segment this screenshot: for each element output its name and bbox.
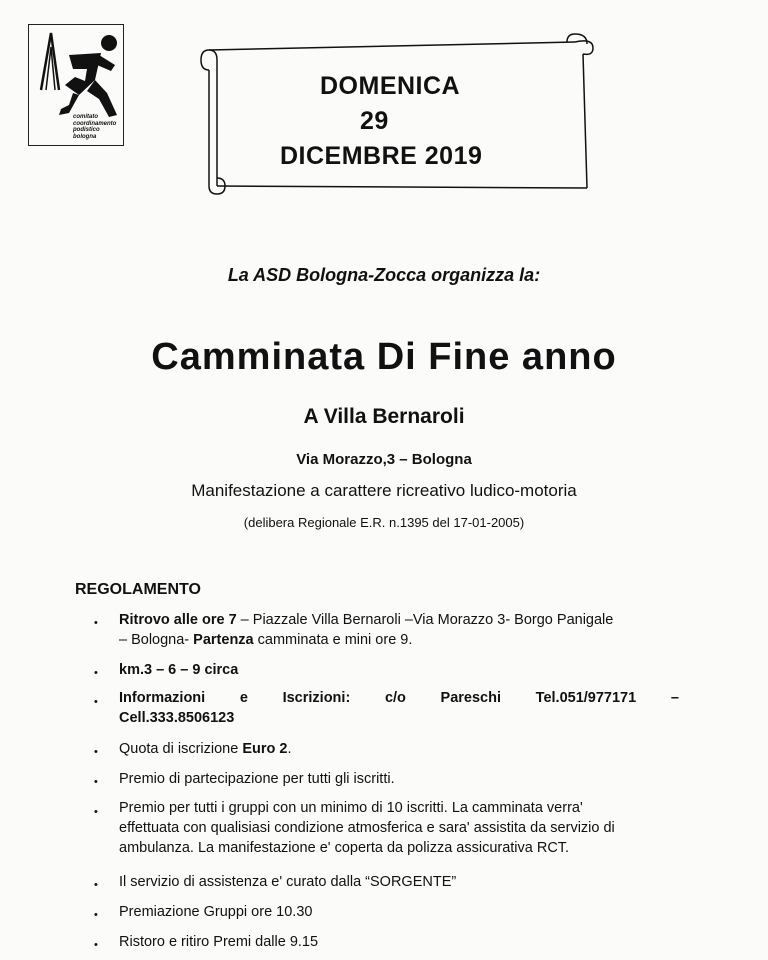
logo-caption <box>73 114 123 140</box>
bullet: • <box>94 939 98 951</box>
date-month-year: DICEMBRE 2019 <box>280 142 483 170</box>
list-item-distance <box>119 660 679 680</box>
regolamento-heading: REGOLAMENTO <box>75 581 201 598</box>
address: Via Morazzo,3 – Bologna <box>296 451 472 468</box>
info-word: Iscrizioni: <box>282 690 351 706</box>
quota-label: Quota di iscrizione <box>119 741 243 757</box>
event-description: Manifestazione a carattere ricreativo ludico-motoria <box>191 481 577 500</box>
quota-end: . <box>287 741 292 757</box>
ritrovo-place: – Piazzale Villa Bernaroli –Via Morazzo 3- Borgo Panigale <box>236 612 614 628</box>
organizer-line: La ASD Bologna-Zocca organizza la: <box>227 265 541 285</box>
premio-gruppi-line: effettuata con qualisiasi condizione atmosferica e sara' assistita da servizio di <box>119 820 615 836</box>
info-word: Pareschi <box>440 690 502 706</box>
bullet: • <box>94 696 98 708</box>
ritrovo-time: Ritrovo alle ore 7 <box>119 612 237 628</box>
ritrovo-city: – Bologna- <box>119 632 194 648</box>
info-word: e <box>239 690 248 706</box>
delibera-reference: (delibera Regionale E.R. n.1395 del 17-01-2005) <box>243 515 525 530</box>
list-item-quota <box>119 739 679 759</box>
partenza-time: camminata e mini ore 9. <box>253 632 413 648</box>
list-item-premiazione: Premiazione Gruppi ore 10.30 <box>119 904 313 920</box>
info-phone: Tel.051/977171 <box>535 690 637 706</box>
organization-logo <box>28 24 124 146</box>
list-item-premio-gruppi <box>119 798 679 858</box>
bullet: • <box>94 806 98 818</box>
info-cell: Cell.333.8506123 <box>119 710 235 726</box>
bullet: • <box>94 909 98 921</box>
list-item-assistenza: Il servizio di assistenza e' curato dalla “SORGENTE” <box>119 874 457 890</box>
info-line <box>119 688 679 708</box>
quota-amount: Euro 2 <box>242 741 288 757</box>
info-word: c/o <box>384 690 406 706</box>
logo-line: coordinamento <box>73 120 117 127</box>
date-day: 29 <box>360 107 389 135</box>
list-item-info <box>119 688 679 728</box>
list-item-premio-partecipazione: Premio di partecipazione per tutti gli iscritti. <box>119 771 395 787</box>
distance-text: km.3 – 6 – 9 circa <box>119 662 239 678</box>
bullet: • <box>94 776 98 788</box>
premio-gruppi-line: ambulanza. La manifestazione e' coperta da polizza assicurativa RCT. <box>119 840 570 856</box>
list-item-ritrovo <box>119 610 679 650</box>
list-item-ristoro: Ristoro e ritiro Premi dalle 9.15 <box>119 934 319 950</box>
bullet: • <box>94 667 98 679</box>
logo-line: comitato <box>73 114 99 120</box>
logo-line: podistico bologna <box>73 127 100 140</box>
bullet: • <box>94 617 98 629</box>
bullet: • <box>94 746 98 758</box>
info-dash: – <box>670 690 679 706</box>
date-weekday: DOMENICA <box>320 72 461 100</box>
venue: A Villa Bernaroli <box>303 405 465 428</box>
partenza-label: Partenza <box>193 632 254 648</box>
bullet: • <box>94 879 98 891</box>
event-title: Camminata Di Fine anno <box>151 336 617 378</box>
premio-gruppi-line: Premio per tutti i gruppi con un minimo di 10 iscritti. La camminata verra' <box>119 800 583 816</box>
info-word: Informazioni <box>119 690 206 706</box>
